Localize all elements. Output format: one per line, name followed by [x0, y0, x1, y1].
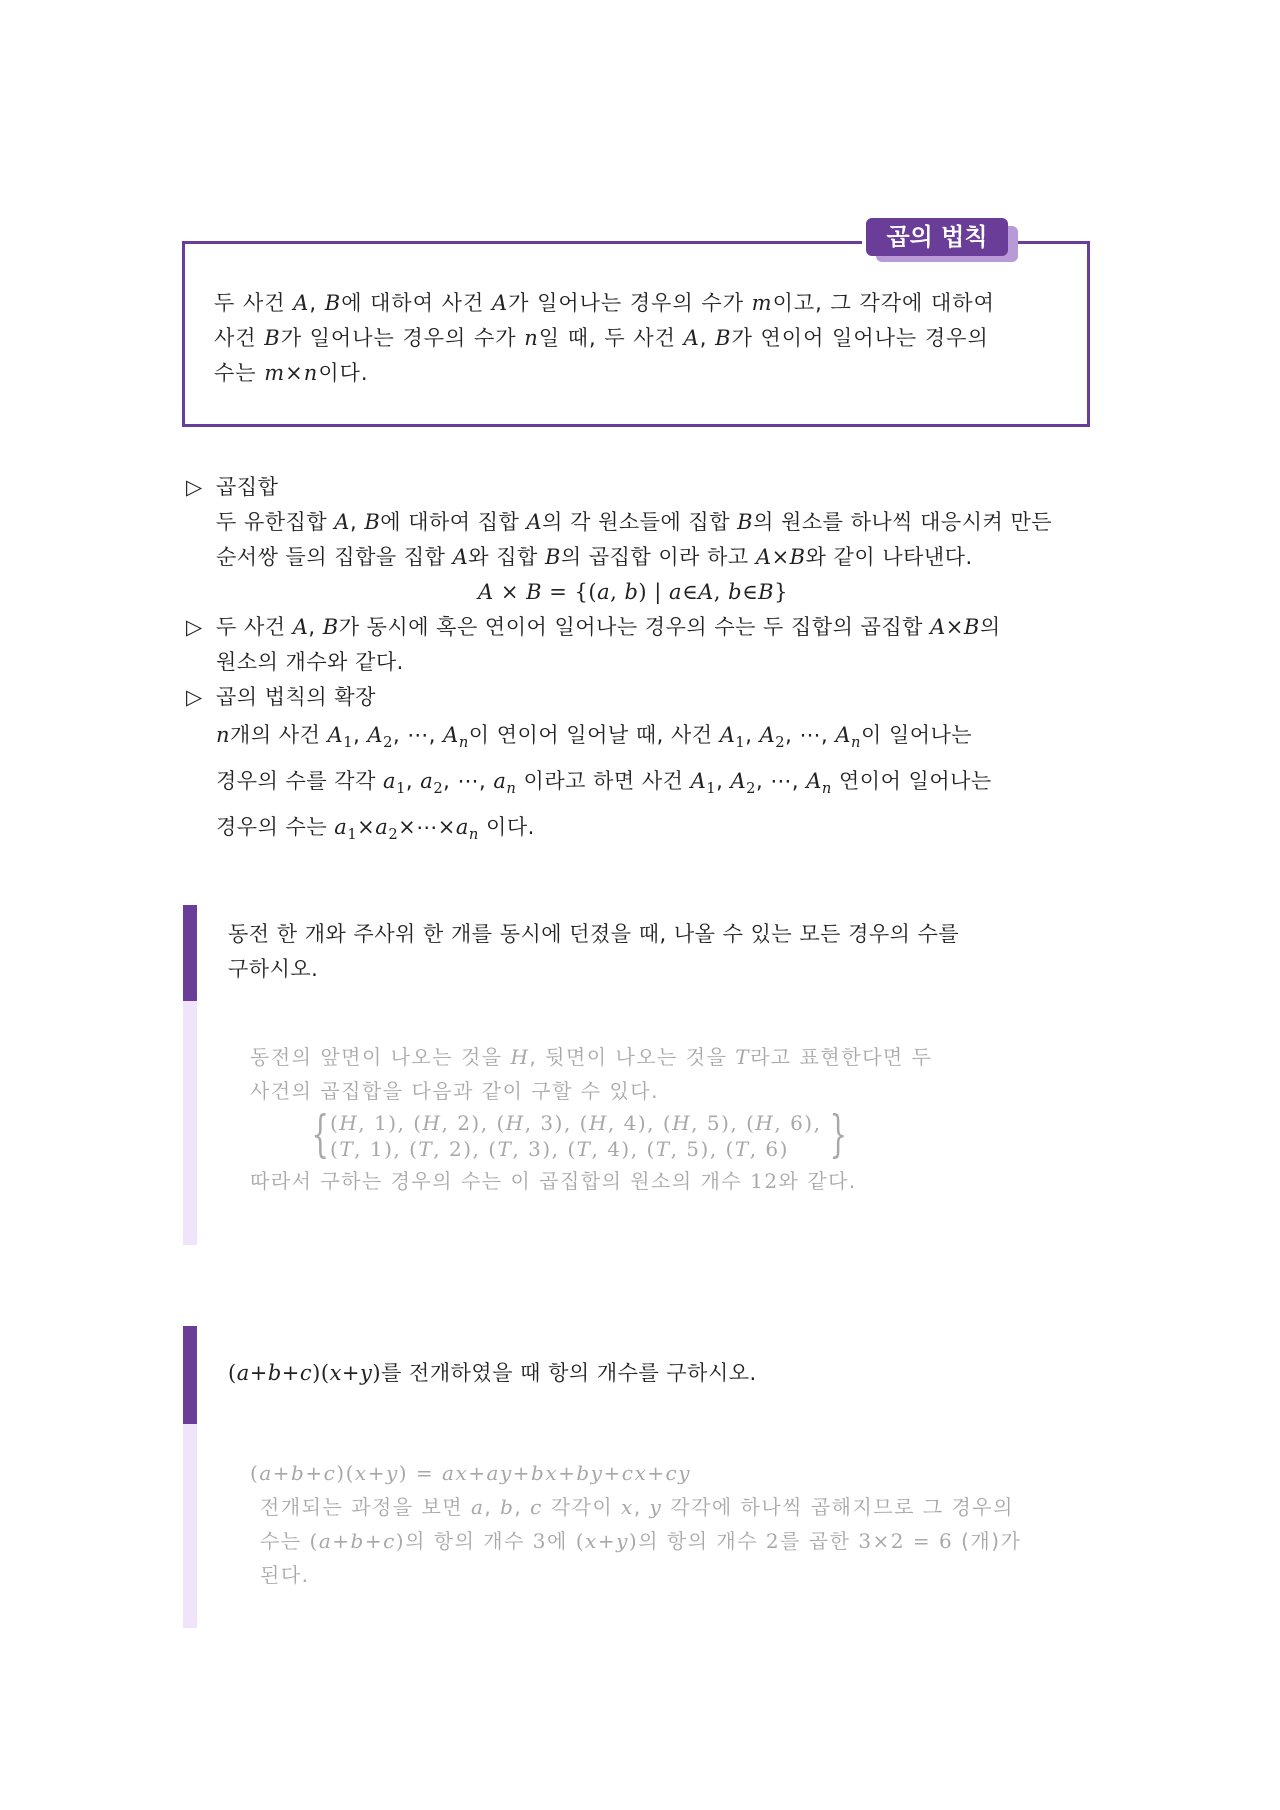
triangle-bullet-icon: ▷: [186, 615, 203, 639]
theorem-title: 곱의 법칙: [866, 218, 1008, 256]
note-product-set: ▷ 곱집합 두 유한집합 A, B에 대하여 집합 A의 각 원소들에 집합 B의 원소를 하나씩 대응시켜 만든 순서쌍 들의 집합을 집합 A와 집합 B의 곱집합 이라 하고 A×B와 같이 나타낸다. A × B = {(a, b) | a∈A, b∈B}: [186, 470, 1126, 610]
example2-bar: [183, 1326, 197, 1424]
triangle-bullet-icon: ▷: [186, 475, 203, 499]
triangle-bullet-icon: ▷: [186, 685, 203, 709]
note-extension: ▷ 곱의 법칙의 확장 n개의 사건 $A_1$, $A_2$, ⋯, $A_n$이 연이어 일어날 때, 사건 $A_1$, $A_2$, ⋯, $A_n$이 일어나는 경우의 수를 각각 $a_1$, $a_2$, ⋯, $a_n$ 이라고 하면 사건 $A_1$, $A_2$, ⋯, $A_n$ 연이어 일어나는 경우의 수는 $a_1\times a_2\times\cdots\times a_n$ 이다.: [186, 680, 1126, 830]
example1-solution: 동전의 앞면이 나오는 것을 H, 뒷면이 나오는 것을 T라고 표현한다면 두 사건의 곱집합을 다음과 같이 구할 수 있다. { (H, 1), (H, 2), (H, 3), (H, 4), (H, 5), (H, 6), (T, 1), (T, 2), (T, 3), (T, 4), (T, 5), (T, 6) } 따라서 구하는 경우의 수는 이 곱집합의 원소의 개수 12와 같다.: [250, 1045, 933, 1193]
example2-solution: (a+b+c)(x+y) = ax+ay+bx+by+cx+cy 전개되는 과정을 보면 a, b, c 각각이 x, y 각각에 하나씩 곱해지므로 그 경우의 수는 (a+b+c)의 항의 개수 3에 (x+y)의 항의 개수 2를 곱한 3×2 = 6 (개)가 된다.: [250, 1461, 1022, 1587]
example1-question: 동전 한 개와 주사위 한 개를 동시에 던졌을 때, 나올 수 있는 모든 경우의 수를 구하시오.: [228, 922, 960, 981]
example2-solution-bar: [183, 1424, 197, 1628]
example2-question: (a+b+c)(x+y)를 전개하였을 때 항의 개수를 구하시오.: [228, 1361, 757, 1385]
example1-solution-bar: [183, 1001, 197, 1245]
example1-bar: [183, 905, 197, 1001]
note-product-set-title: 곱집합: [216, 475, 279, 499]
note-simultaneous-events: ▷ 두 사건 A, B가 동시에 혹은 연이어 일어나는 경우의 수는 두 집합의 곱집합 A×B의 원소의 개수와 같다.: [186, 610, 1126, 680]
theorem-text: 두 사건 A, B에 대하여 사건 A가 일어나는 경우의 수가 m이고, 그 각각에 대하여 사건 B가 일어나는 경우의 수가 n일 때, 두 사건 A, B가 연이어 일어나는 경우의 수는 m×n이다.: [214, 291, 995, 385]
